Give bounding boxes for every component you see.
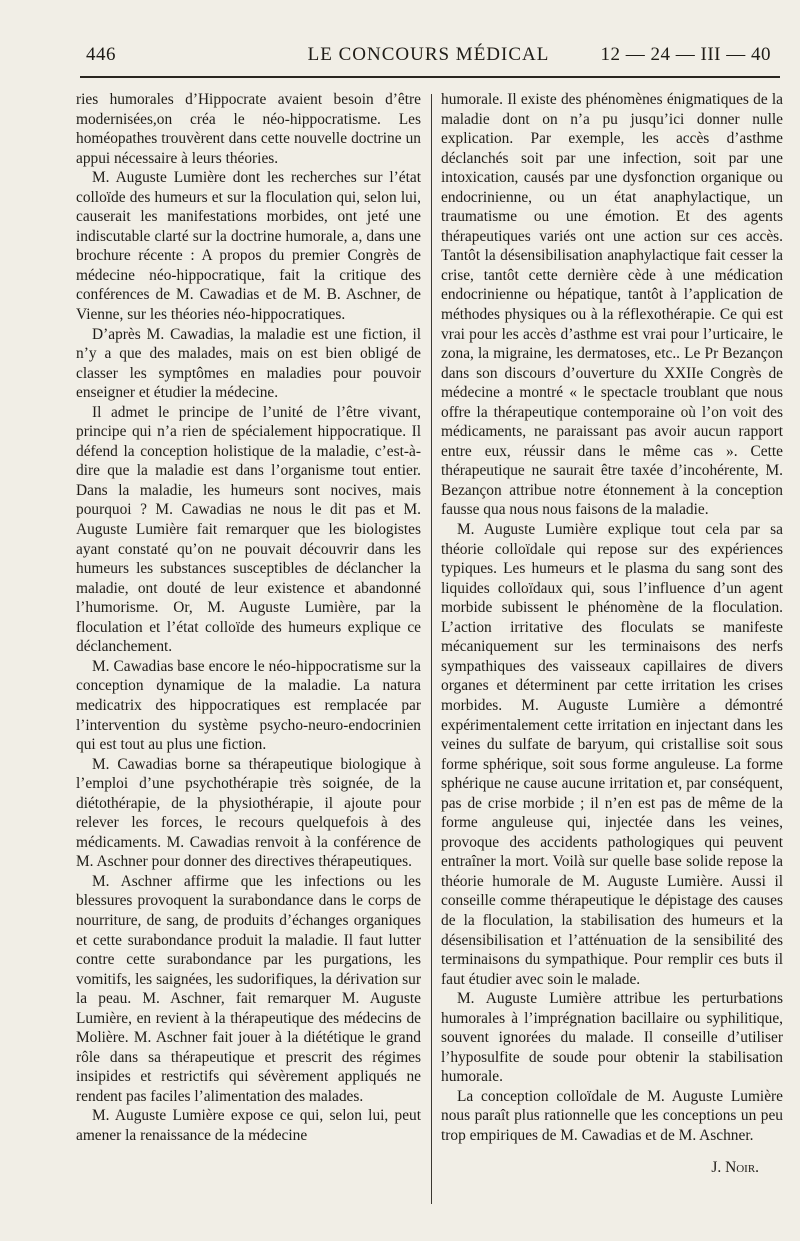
paragraph: M. Cawadias base encore le néo-hippocratisme sur la conception dynamique de la maladie. La natura medicatrix des hippocratiques est remplacée par l’intervention du système psycho-neuro-endocrinien qui est tout au plus une fiction.	[76, 657, 421, 754]
paragraph: M. Auguste Lumière explique tout cela par sa théorie colloïdale qui repose sur des expériences typiques. Les humeurs et le plasma du sang sont des liquides colloïdaux qui, sous l’influence d’un agent morbide subissent le phénomène de la floculation. L’action irritative des floculats se manifeste mécaniquement sur les terminaisons des nerfs sympathiques des vaisseaux capillaires de divers organes et déterminent par cette irritation les crises morbides. M. Auguste Lumière a démontré expérimentalement cette irritation en injectant dans les veines du sulfate de baryum, qui cristallise soit sous forme sphérique, soit sous forme anguleuse. La forme sphérique ne cause aucune irritation et, par conséquent, pas de crise morbide ; il n’en est pas de même de la forme anguleuse qui, injectée dans les veines, provoque des accidents pathologiques qui peuvent entraîner la mort. Voilà sur quelle base solide repose la théorie humorale de M. Auguste Lumière. Aussi il conseille comme thérapeutique le dépistage des causes de la floculation, la stabilisation des humeurs et la désensibilisation et l’atténuation de la sensibilité des terminaisons du sympathique. Pour remplir ces buts il faut étudier avec soin le malade.	[441, 521, 783, 988]
author-signature: J. Noir.	[711, 1158, 759, 1176]
paragraph: M. Auguste Lumière dont les recherches sur l’état colloïde des humeurs et sur la floculation qui, selon lui, causerait les manifestations morbides, ont jeté une indiscutable clarté sur la doctrine humorale, a, dans une brochure récente : A propos du premier Congrès de médecine néo-hippocratique, fait la critique des conférences de M. Cawadias et de M. B. Aschner, de Vienne, sur les théories néo-hippocratiques.	[76, 169, 421, 324]
journal-title: LE CONCOURS MÉDICAL	[307, 44, 550, 65]
header-rule	[80, 76, 780, 78]
issue-date: 12 — 24 — III — 40	[600, 44, 771, 65]
paragraph: M. Aschner affirme que les infections ou les blessures provoquent la surabondance dans le corps de nourriture, de sang, de produits d’échanges organiques et cette surabondance produit la maladie. Il faut lutter contre cette surabondance par les purgations, les vomitifs, les saignées, les sudorifiques, la dérivation sur la peau. M. Aschner, fait remarquer M. Auguste Lumière, en revient à la thérapeutique des médecins de Molière. M. Aschner fait jouer à la diététique le grand rôle dans sa thérapeutique et prescrit des régimes insipides et restrictifs qui sévèrement appliqués ne rendent pas faciles l’alimentation des malades.	[76, 872, 421, 1105]
paragraph: M. Cawadias borne sa thérapeutique biologique à l’emploi d’une psychothérapie très soignée, de la diétothérapie, de la physiothérapie, il ajoute pour relever les forces, le recours quelquefois à des médicaments. M. Cawadias renvoit à la conférence de M. Aschner pour donner des directives thérapeutiques.	[76, 755, 421, 871]
paragraph: La conception colloïdale de M. Auguste Lumière nous paraît plus rationnelle que les conceptions un peu trop empiriques de M. Cawadias et de M. Aschner.	[441, 1087, 783, 1144]
paragraph: M. Auguste Lumière expose ce qui, selon lui, peut amener la renaissance de la médecine	[76, 1107, 421, 1144]
left-column	[76, 90, 421, 1146]
right-column	[441, 90, 783, 1177]
paragraph: ries humorales d’Hippocrate avaient besoin d’être modernisées,on créa le néo-hippocratisme. Les homéopathes trouvèrent dans cette nouvelle doctrine un appui nécessaire à leurs théories.	[76, 91, 421, 167]
running-header	[86, 44, 771, 74]
column-divider	[431, 94, 432, 1204]
paragraph: Il admet le principe de l’unité de l’être vivant, principe qui n’a rien de spécialement hippocratique. Il défend la conception holistique de la maladie, c’est-à-dire que la maladie est dans l’organisme tout entier. Dans la maladie, les humeurs sont nocives, mais pourquoi ? M. Cawadias ne nous le dit pas et M. Auguste Lumière fait remarquer que les biologistes ayant constaté qu’on ne pouvait découvrir dans les humeurs les substances susceptibles de déclancher la maladie, ont douté de leur existence et abandonné l’humorisme. Or, M. Auguste Lumière, par la floculation et l’état colloïde des humeurs explique ce déclanchement.	[76, 403, 421, 656]
paragraph: D’après M. Cawadias, la maladie est une fiction, il n’y a que des malades, mais on est bien obligé de classer les symptômes en maladies pour pouvoir enseigner et étudier la médecine.	[76, 325, 421, 402]
page-number: 446	[86, 44, 116, 65]
paragraph: M. Auguste Lumière attribue les perturbations humorales à l’imprégnation bacillaire ou syphilitique, souvent ignorées du malade. Il conseille d’utiliser l’hyposulfite de soude pour obtenir la stabilisation humorale.	[441, 990, 783, 1086]
paragraph: humorale. Il existe des phénomènes énigmatiques de la maladie dont on n’a pu jusqu’ici donner nulle explication. Par exemple, les accès d’asthme déclanchés soit par une infection, soit par une intoxication, causés par une dysfonction organique ou endocrinienne, ou un état anaphylactique, un traumatisme ou une émotion. Et des agents thérapeutiques variés ont une action sur ces accès. Tantôt la désensibilisation anaphylactique fait cesser la crise, tantôt cette dernière cède à une médication endocrinienne ou hépatique, tantôt à l’application de méthodes physiques ou à la réflexothérapie. Ce qui est vrai pour les accès d’asthme est vrai pour l’urticaire, le zona, la migraine, les dermatoses, etc.. Le Pr Bezançon dans son discours d’ouverture du XXIIe Congrès de médecine a montré « le spectacle troublant que nous offre la thérapeutique contemporaine où l’on voit des médicaments, ne paraissant pas avoir aucun rapport entre eux, réussir dans le même cas ». Cette thérapeutique ne saurait être taxée d’incohérente, M. Bezançon attribue notre étonnement à la conception fausse qua nous nous faisons de la maladie.	[441, 91, 783, 519]
